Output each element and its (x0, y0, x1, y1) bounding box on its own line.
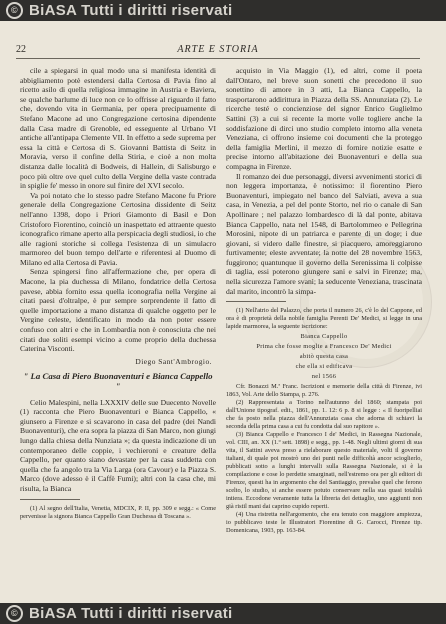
watermark-bottom-text: BiASA Tutti i diritti riservati (29, 605, 233, 622)
left-footnote-1: (1) Al segno dell'Italia, Venetia, MDCIX, P. II, pp. 309 e segg.: « Come pervenisse la signora Bianca Cappello Gran Duchessa di Toscana ». (20, 504, 216, 520)
author-signature: Diego Sant'Ambrogio. (135, 356, 212, 366)
footnote-rule (226, 301, 286, 302)
footnote-rule (20, 499, 80, 500)
right-footnote-5: (4) Una ristretta nell'argomento, che era tenuto con maggiore ampiezza, io pubblicavo teste le Illustratori Fiorentine di G. Carocci, Firenze tip. Domenicana, 1903, pp. 163-84. (226, 511, 422, 535)
left-paragraph-3: Senza spingersi fino all'affermazione che, per opera di Macone, la pia duchessa di Milano, fondatrice della Certosa pavese, abbia fornito essa quella iconografia nella Vergine ai citati paesi d'oltralpe, è pur sempre sorprendente il fatto di quelle importazione a mano distanza di qualche oggetto per le Vergine celeste, identificato in modo da non poter essere confuso con altri e che in Lombardia non è conosciuta che nei citati due soliti esempi vicino a come proprio della duchessa Caterina Visconti. (20, 267, 216, 354)
inscription-line-1: Bianca Cappello (300, 333, 348, 341)
right-paragraph-1: acquisto in Via Maggio (1), ed altri, come il poeta dall'Ontaro, nel breve suon sonetti che precedono il suo sonettino di amore in 3 atti, La Bianca Cappello, la trasportarono addirittura in Piazza della SS. Annunziata (2). Le ricerche testé o concienziose del signor Enrico Guglielmo Sattini (3) a cui si recente la morte volle togliere anche la soddisfazione di dirci uno studio completo intorno alla veneta Veneziana, ci offrono insieme coi documenti che la proteggo della famiglia Merlini, il mezzo di fornire notizie esatte e precise intorno all'abitazione dei Buonaventuri e della sua compagna in Firenze. (226, 66, 422, 171)
left-column (20, 66, 216, 596)
watermark-top-text: BiASA Tutti i diritti riservati (29, 2, 233, 19)
inscription-line-2: Prima che fosse moglie a Francesco De' Medici (256, 343, 392, 351)
right-footnote-4: (3) Bianca Cappello e Francesco I de' Medici, in Rassegna Nazionale, vol. CIII, an. XX (1.º sett. 1898) e segg., pp. 1-48. Negli ultimi giorni di sua vita, il Sattini aveva preso a rielaborare questo materiale, volti il governo italiani, di quale poi mostrò uno dei punti nelle difficoltà ancor scioglierlo, pubblicati sotto a lunghi intervalli sulla Rassegna Nazionale, si è la compilazione e cose lo perdette smarginati, nell'estremo ora per gli editori di Firenze, questi ha in argomento che del Santiaggio, prevalse quel che ferono scelto, lo studio, si anche essere potuto conservare nella sua quasi totalità intiera. Eccodone veramente tutta la libreria dei dettaglio, uno aggiunti non già ristil mani dai caprino cupido reperti. (226, 431, 422, 511)
left-paragraph-2: Va poi notato che lo stesso padre Stefano Macone fu Priore generale della Congregazione Certosina dissidente di Seitz nell'anno 1398, dopo i Priori Giamonto di Basil e Don Cristoforo Fiorentino, coinciò un inaspettato ed attraente questo iconografico rimane aperto alla perspicacia degli studiosi, io che alle ragioni storiche si collega l'esistenza di un simulacro marmoreo del buon tempo dell'arte e riferentesi al Duomo di Milano ed alla Certosa di Pavia. (20, 190, 216, 267)
watermark-top (0, 0, 446, 21)
page-header (16, 44, 420, 59)
inscription-line-5: nel 1566 (311, 373, 337, 381)
right-footnote-2: Cfr. Bonazzi M.ª Franc. Iscrizioni e memorie della città di Firenze, ivi 1863, Vol. Arte dello Stampa, p. 276. (226, 383, 422, 399)
copyright-icon: © (6, 605, 23, 622)
running-head: ARTE E STORIA (177, 44, 259, 55)
right-paragraph-2: Il romanzo dei due personaggi, diversi avvenimenti storici di non leggera importanza, è notissimo: il fiorentino Piero Buonaventuri, impiegato nel banco del Salviati, aveva a sua casa, in Venezia, a pel del ponte Storto, nel rio o canale di San Apollinare ; nel palazzo lombardesco di là dal ponte, abitava Bianca Cappello, nata nel 1548, di Bartolommeo e Pellegrina Morosini, nipote di un patriarca e parente di un doge; i due giovani, si videro dalle finestre, si piacquero, amoreggiarono furtivamente; eleste avventate; la notte del 28 novembre 1563, fuggirono; quantunque il governo della Serenissima li colpisse di taglia, essi poterono giungere sani e salvi in Firenze; ma, nella sicurezza l'amore svanì; la seducente Veneziana, trascinata dal marito, incontrò la simpa- (226, 171, 422, 296)
right-column (226, 66, 422, 596)
inscription-line-3: abitò questa casa (299, 353, 349, 361)
right-footnote-1: (1) Nell'atrio del Palazzo, che porta il numero 26, c'è lo del Cappone, ed ora è di proprietà della nobile famiglia Perenti De' Medici, si legge in una lapide marmorea, la seguente iscrizione: (226, 307, 422, 331)
watermark-bottom (0, 603, 446, 624)
inscription-line-4: che ella si edificava (295, 363, 353, 371)
page-number: 22 (16, 44, 26, 55)
right-footnote-3: (2) Rappresentata a Torino nell'autunno del 1860; stampata poi dall'Unione tipograf. edit., 1861, pp. 1. 12: 6 p. 8 si legge : « Il fuoripelliai che fa posto nella piazza dell'Annunziata casa che adorna di schiavi la seconda della prima casa a cui fu condotta dal suo rapitore ». (226, 399, 422, 431)
left-paragraph-4: Celio Malespini, nella LXXXIV delle sue Duecento Novelle (1) racconta che Piero Buonaventuri e Bianca Cappello, « giunsero a Firenze e si scavarono in casa del padre (dei Nandi Buonaventuri), che era sopra la piazza di San Marco, non giungi lungo dalla chiesa della Nunziata »; da questa indicazione di un contemporaneo delle coppie, i vechieroni e creature della Cappello, per quanto siano devastate per la casa suddetta con quella che fa angolo tra la Via Larga (ora Cavour) e la Piazza S. Marco (dove adesso è il Caffè Fumi); altri con la casa che, mi risulta, la Bianca (20, 397, 216, 493)
copyright-icon: © (6, 2, 23, 19)
left-paragraph-1: cile a spiegarsi in qual modo una si manifesta identità di abbigliamento potè estendersi dalla Certosa di Pavia fino al ricetto asilo di quella religiosa immagine in Austria e Baviera, se qualche barlume di luce non ce lo offrisse al riguardo il fatto che, dovendo vita in Germania, per opera precipuamente di Stefano Macone ad uno Congregazione certosina dipendente dalla Casa madre di Grenoble, ed esseguente al Urbano VI antiche all'antipapa Clemente VII. In effetto a sede suprema per essa la città e Certosa di S. Giovanni Battista di Seitz in Moravia, verso il confine della Stiria, e cioè a non molta distanza dalle località di Bodweis, di Hallein, di Salisburgo e poco più oltre ove quel culto della Vergine della vaste contrada in spiglie fe' messo in onore sul finire del XVI secolo. (20, 66, 216, 191)
article-title: " La Casa di Piero Buonaventuri e Bianca Cappello " (23, 371, 213, 391)
